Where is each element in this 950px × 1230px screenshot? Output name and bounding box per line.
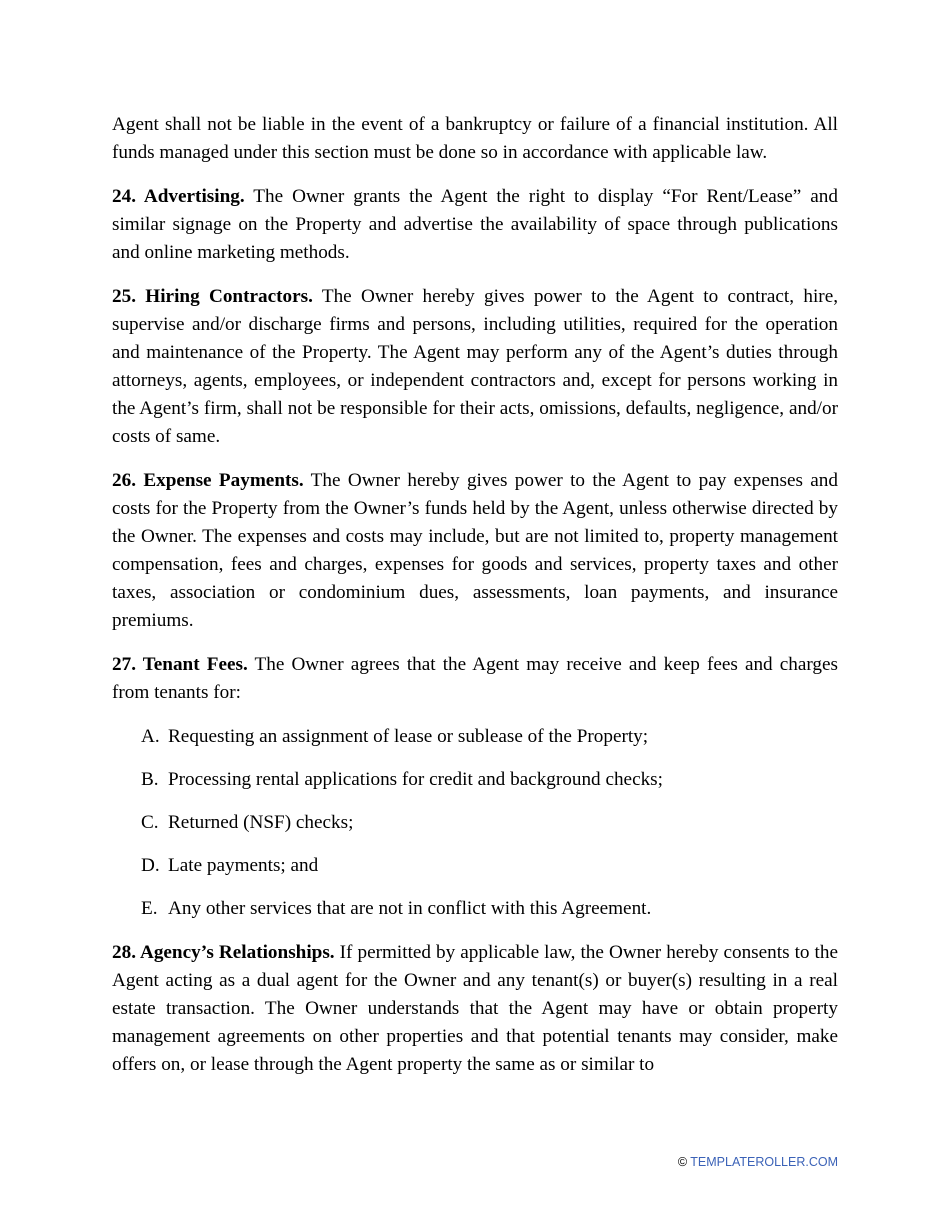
section-26-text: The Owner hereby gives power to the Agent to pay expenses and costs for the Property from the Owner’s funds held by the Agent, unless otherwise directed by the Owner. The expenses and costs may include, but are not limited to, property management compensation, fees and charges, expenses for goods and services, property taxes and other taxes, association or condominium dues, assessments, loan payments, and insurance premiums. (112, 470, 838, 631)
section-24-heading: 24. Advertising. (112, 186, 245, 207)
list-item (112, 766, 838, 794)
copyright-symbol: © (677, 1155, 688, 1169)
list-marker: B. (141, 769, 159, 790)
section-25-text: The Owner hereby gives power to the Agent to contract, hire, supervise and/or discharge firms and persons, including utilities, required for the operation and maintenance of the Property. The Agent may perform any of the Agent’s duties through attorneys, agents, employees, or independent contractors and, except for persons working in the Agent’s firm, shall not be responsible for their acts, omissions, defaults, negligence, and/or costs of same. (112, 286, 839, 447)
footer-copyright (678, 1154, 838, 1170)
section-24-text: The Owner grants the Agent the right to display “For Rent/Lease” and similar signage on the Property and advertise the availability of space through publications and online marketing methods. (112, 186, 838, 263)
section-27-heading: 27. Tenant Fees. (112, 654, 248, 675)
section-25-heading: 25. Hiring Contractors. (112, 286, 313, 307)
list-marker: C. (141, 812, 159, 833)
section-28-heading: 28. Agency’s Relationships. (112, 942, 335, 963)
list-item-text: Processing rental applications for credit and background checks; (168, 769, 663, 790)
section-26-expense-payments (112, 467, 838, 635)
section-27-text: The Owner agrees that the Agent may receive and keep fees and charges from tenants for: (112, 654, 838, 703)
list-item-text: Returned (NSF) checks; (168, 812, 354, 833)
list-item-text: Late payments; and (168, 855, 319, 876)
document-page (112, 111, 838, 1095)
section-26-heading: 26. Expense Payments. (112, 470, 304, 491)
list-item (112, 809, 838, 837)
list-item-text: Requesting an assignment of lease or sublease of the Property; (168, 726, 649, 747)
list-item (112, 723, 838, 751)
list-marker: E. (141, 898, 158, 919)
section-28-agency-relationships (112, 939, 838, 1079)
section-28-text: If permitted by applicable law, the Owner hereby consents to the Agent acting as a dual agent for the Owner and any tenant(s) or buyer(s) resulting in a real estate transaction. The Owner understands that the Agent may have or obtain property management agreements on other properties and that potential tenants may consider, make offers on, or lease through the Agent property the same as or similar to (112, 942, 839, 1075)
templateroller-link[interactable]: TEMPLATEROLLER.COM (690, 1155, 838, 1169)
list-item (112, 895, 838, 923)
tenant-fees-list (112, 723, 838, 923)
intro-paragraph: Agent shall not be liable in the event of a bankruptcy or failure of a financial institution. All funds managed under this section must be done so in accordance with applicable law. (112, 114, 838, 163)
list-marker: A. (141, 726, 160, 747)
list-item (112, 852, 838, 880)
list-marker: D. (141, 855, 160, 876)
list-item-text: Any other services that are not in conflict with this Agreement. (168, 898, 652, 919)
section-25-hiring-contractors (112, 283, 838, 451)
section-27-tenant-fees (112, 651, 838, 707)
section-24-advertising (112, 183, 838, 267)
